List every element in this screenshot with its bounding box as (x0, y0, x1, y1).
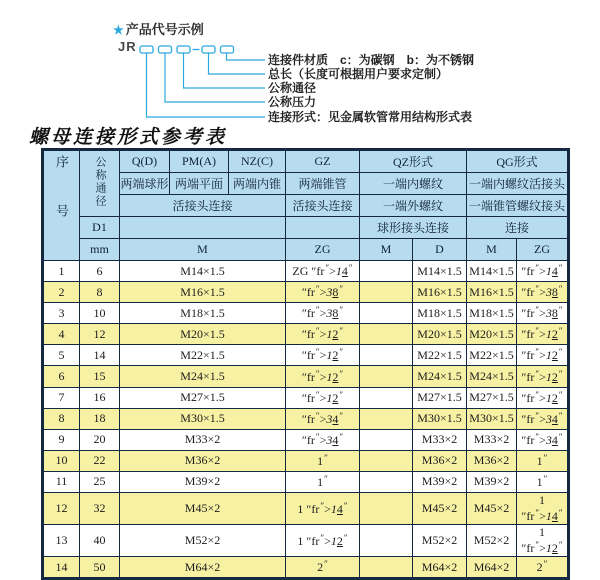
cell-qz-m (360, 282, 413, 303)
cell-qg-m: M52×2 (467, 525, 517, 557)
cell-qg-zg: 1 ″fr″>12″ (517, 525, 569, 557)
header-gz-connection: 活接头连接 (286, 195, 360, 217)
cell-seq: 8 (43, 408, 80, 429)
cell-thread-m: M18×1.5 (120, 303, 286, 324)
cell-seq: 1 (43, 261, 80, 282)
header-m-main: M (120, 239, 286, 261)
product-code-diagram (0, 0, 600, 126)
table-row (43, 429, 569, 450)
code-box-3 (177, 46, 190, 53)
cell-qg-m: M20×1.5 (467, 324, 517, 345)
cell-seq: 11 (43, 471, 80, 492)
cell-thread-m: M16×1.5 (120, 282, 286, 303)
header-qg: QG形式 (467, 150, 569, 173)
table-header (43, 150, 569, 261)
cell-qz-m (360, 261, 413, 282)
header-union-connection: 活接头连接 (120, 195, 286, 217)
cell-qz-d: M52×2 (413, 525, 467, 557)
header-q: Q(D) (120, 150, 170, 173)
cell-dn: 20 (80, 429, 120, 450)
header-qg-sub2: 一端锥管螺纹接头 (467, 195, 569, 217)
cell-qg-zg: ″fr″>34″ (517, 429, 569, 450)
header-qg-sub1: 一端内螺纹活接头 (467, 173, 569, 195)
cell-qz-d: M45×2 (413, 493, 467, 525)
cell-qz-m (360, 387, 413, 408)
cell-qg-m: M45×2 (467, 493, 517, 525)
cell-qz-m (360, 557, 413, 579)
cell-qz-m (360, 525, 413, 557)
header-nz-sub: 两端内锥 (229, 173, 286, 195)
callout-line-material (227, 53, 266, 60)
cell-qg-zg: ″fr″>14″ (517, 261, 569, 282)
header-mm: mm (80, 239, 120, 261)
cell-qz-d: M36×2 (413, 450, 467, 471)
header-d1: D1 (80, 217, 120, 239)
cell-qz-d: M18×1.5 (413, 303, 467, 324)
cell-thread-m: M39×2 (120, 471, 286, 492)
cell-qg-m: M39×2 (467, 471, 517, 492)
cell-dn: 6 (80, 261, 120, 282)
cell-qz-d: M39×2 (413, 471, 467, 492)
cell-qg-zg: ″fr″>38″ (517, 303, 569, 324)
cell-seq: 3 (43, 303, 80, 324)
cell-thread-m: M30×1.5 (120, 408, 286, 429)
table-row (43, 366, 569, 387)
cell-qz-m (360, 366, 413, 387)
callout-length: 总长（长度可根据用户要求定制） (268, 67, 449, 81)
cell-qg-m: M33×2 (467, 429, 517, 450)
header-pm: PM(A) (170, 150, 229, 173)
cell-qg-zg: ″fr″>12″ (517, 387, 569, 408)
header-dn: 公称通径 (80, 150, 120, 217)
header-m-qg: M (467, 239, 517, 261)
cell-gz-zg: 1 ″fr″>12″ (286, 525, 360, 557)
cell-qg-m: M18×1.5 (467, 303, 517, 324)
header-q-sub: 两端球形 (120, 173, 170, 195)
cell-seq: 4 (43, 324, 80, 345)
cell-thread-m: M45×2 (120, 493, 286, 525)
cell-qg-m: M24×1.5 (467, 366, 517, 387)
header-qz-sub2: 一端外螺纹 (360, 195, 467, 217)
cell-dn: 12 (80, 324, 120, 345)
cell-qg-m: M22×1.5 (467, 345, 517, 366)
cell-gz-zg: ″fr″>38″ (286, 282, 360, 303)
cell-qz-m (360, 345, 413, 366)
header-qz: QZ形式 (360, 150, 467, 173)
table-row (43, 493, 569, 525)
header-zg-gz: ZG (286, 239, 360, 261)
cell-gz-zg: ″fr″>12″ (286, 366, 360, 387)
callout-material: 连接件材质 c：为碳钢 b：为不锈钢 (268, 53, 475, 67)
cell-dn: 22 (80, 450, 120, 471)
cell-seq: 10 (43, 450, 80, 471)
cell-seq: 5 (43, 345, 80, 366)
cell-dn: 10 (80, 303, 120, 324)
cell-dn: 15 (80, 366, 120, 387)
cell-qg-m: M36×2 (467, 450, 517, 471)
cell-qg-zg: 2″ (517, 557, 569, 579)
table-row (43, 282, 569, 303)
cell-thread-m: M52×2 (120, 525, 286, 557)
cell-qz-d: M27×1.5 (413, 387, 467, 408)
cell-qg-m: M16×1.5 (467, 282, 517, 303)
cell-gz-zg: ″fr″>12″ (286, 345, 360, 366)
table-body (43, 261, 569, 579)
cell-gz-zg: ZG ″fr″>14″ (286, 261, 360, 282)
cell-qz-m (360, 429, 413, 450)
cell-qz-d: M33×2 (413, 429, 467, 450)
product-code-heading (113, 19, 204, 38)
cell-seq: 12 (43, 493, 80, 525)
header-m-qz: M (360, 239, 413, 261)
header-gz: GZ (286, 150, 360, 173)
cell-seq: 6 (43, 366, 80, 387)
cell-thread-m: M64×2 (120, 557, 286, 579)
cell-qg-zg: ″fr″>12″ (517, 366, 569, 387)
cell-dn: 18 (80, 408, 120, 429)
star-icon: ★ (113, 23, 124, 37)
cell-qz-m (360, 408, 413, 429)
table-row (43, 525, 569, 557)
cell-qz-d: M16×1.5 (413, 282, 467, 303)
header-blank-gz (286, 217, 360, 239)
cell-gz-zg: 1″ (286, 471, 360, 492)
cell-qg-zg: ″fr″>34″ (517, 408, 569, 429)
cell-thread-m: M14×1.5 (120, 261, 286, 282)
cell-qz-m (360, 493, 413, 525)
cell-dn: 16 (80, 387, 120, 408)
cell-dn: 32 (80, 493, 120, 525)
cell-qg-m: M64×2 (467, 557, 517, 579)
cell-gz-zg: 2″ (286, 557, 360, 579)
cell-seq: 14 (43, 557, 80, 579)
cell-qg-zg: 1″ (517, 471, 569, 492)
cell-qg-m: M30×1.5 (467, 408, 517, 429)
code-box-2 (159, 46, 172, 53)
cell-dn: 14 (80, 345, 120, 366)
callout-line-dn (184, 53, 266, 88)
cell-seq: 2 (43, 282, 80, 303)
cell-qz-d: M30×1.5 (413, 408, 467, 429)
cell-gz-zg: ″fr″>34″ (286, 429, 360, 450)
product-code-heading-text: 产品代号示例 (125, 22, 204, 37)
cell-gz-zg: ″fr″>38″ (286, 303, 360, 324)
cell-thread-m: M33×2 (120, 429, 286, 450)
callout-line-form (147, 53, 266, 117)
table-row (43, 408, 569, 429)
header-d-qz: D (413, 239, 467, 261)
header-qz-sub1: 一端内螺纹 (360, 173, 467, 195)
cell-qz-m (360, 450, 413, 471)
cell-qz-d: M22×1.5 (413, 345, 467, 366)
cell-qz-m (360, 324, 413, 345)
cell-thread-m: M27×1.5 (120, 387, 286, 408)
code-box-4 (202, 46, 215, 53)
cell-gz-zg: 1 ″fr″>14″ (286, 493, 360, 525)
cell-qz-d: M64×2 (413, 557, 467, 579)
cell-qz-d: M20×1.5 (413, 324, 467, 345)
cell-thread-m: M20×1.5 (120, 324, 286, 345)
page-title: 螺母连接形式参考表 (29, 127, 228, 148)
table-row (43, 471, 569, 492)
cell-gz-zg: ″fr″>12″ (286, 324, 360, 345)
code-box-5 (221, 46, 234, 53)
cell-qg-zg: ″fr″>38″ (517, 282, 569, 303)
table-row (43, 261, 569, 282)
callout-pressure: 公称压力 (268, 95, 317, 109)
cell-qz-m (360, 303, 413, 324)
cell-dn: 25 (80, 471, 120, 492)
table-row (43, 450, 569, 471)
table-row (43, 324, 569, 345)
cell-thread-m: M36×2 (120, 450, 286, 471)
header-gz-sub: 两端锥管 (286, 173, 360, 195)
cell-gz-zg: 1″ (286, 450, 360, 471)
callout-line-length (209, 53, 266, 74)
table-row (43, 557, 569, 579)
cell-qg-m: M27×1.5 (467, 387, 517, 408)
code-prefix: JR (118, 39, 137, 54)
cell-thread-m: M24×1.5 (120, 366, 286, 387)
cell-qg-zg: 1 ″fr″>14″ (517, 493, 569, 525)
cell-seq: 13 (43, 525, 80, 557)
cell-dn: 8 (80, 282, 120, 303)
cell-qg-zg: 1″ (517, 450, 569, 471)
table-row (43, 345, 569, 366)
cell-qg-zg: ″fr″>12″ (517, 345, 569, 366)
header-seq: 序号 (43, 150, 80, 261)
cell-qg-m: M14×1.5 (467, 261, 517, 282)
cell-seq: 9 (43, 429, 80, 450)
cell-qz-d: M24×1.5 (413, 366, 467, 387)
header-pm-sub: 两端平面 (170, 173, 229, 195)
callout-dn: 公称通径 (268, 81, 317, 95)
table-row (43, 303, 569, 324)
cell-seq: 7 (43, 387, 80, 408)
cell-qg-zg: ″fr″>12″ (517, 324, 569, 345)
cell-gz-zg: ″fr″>34″ (286, 408, 360, 429)
cell-qz-d: M14×1.5 (413, 261, 467, 282)
header-qg-connection: 连接 (467, 217, 569, 239)
nut-connection-reference-table (41, 148, 570, 580)
cell-thread-m: M22×1.5 (120, 345, 286, 366)
cell-dn: 40 (80, 525, 120, 557)
cell-qz-m (360, 471, 413, 492)
cell-dn: 50 (80, 557, 120, 579)
header-qz-connection: 球形接头连接 (360, 217, 467, 239)
table-row (43, 387, 569, 408)
header-blank-left (120, 217, 286, 239)
header-nz: NZ(C) (229, 150, 286, 173)
callout-form: 连接形式：见金属软管常用结构形式表 (268, 110, 473, 124)
cell-gz-zg: ″fr″>12″ (286, 387, 360, 408)
code-box-1 (140, 46, 153, 53)
header-zg-qg: ZG (517, 239, 569, 261)
